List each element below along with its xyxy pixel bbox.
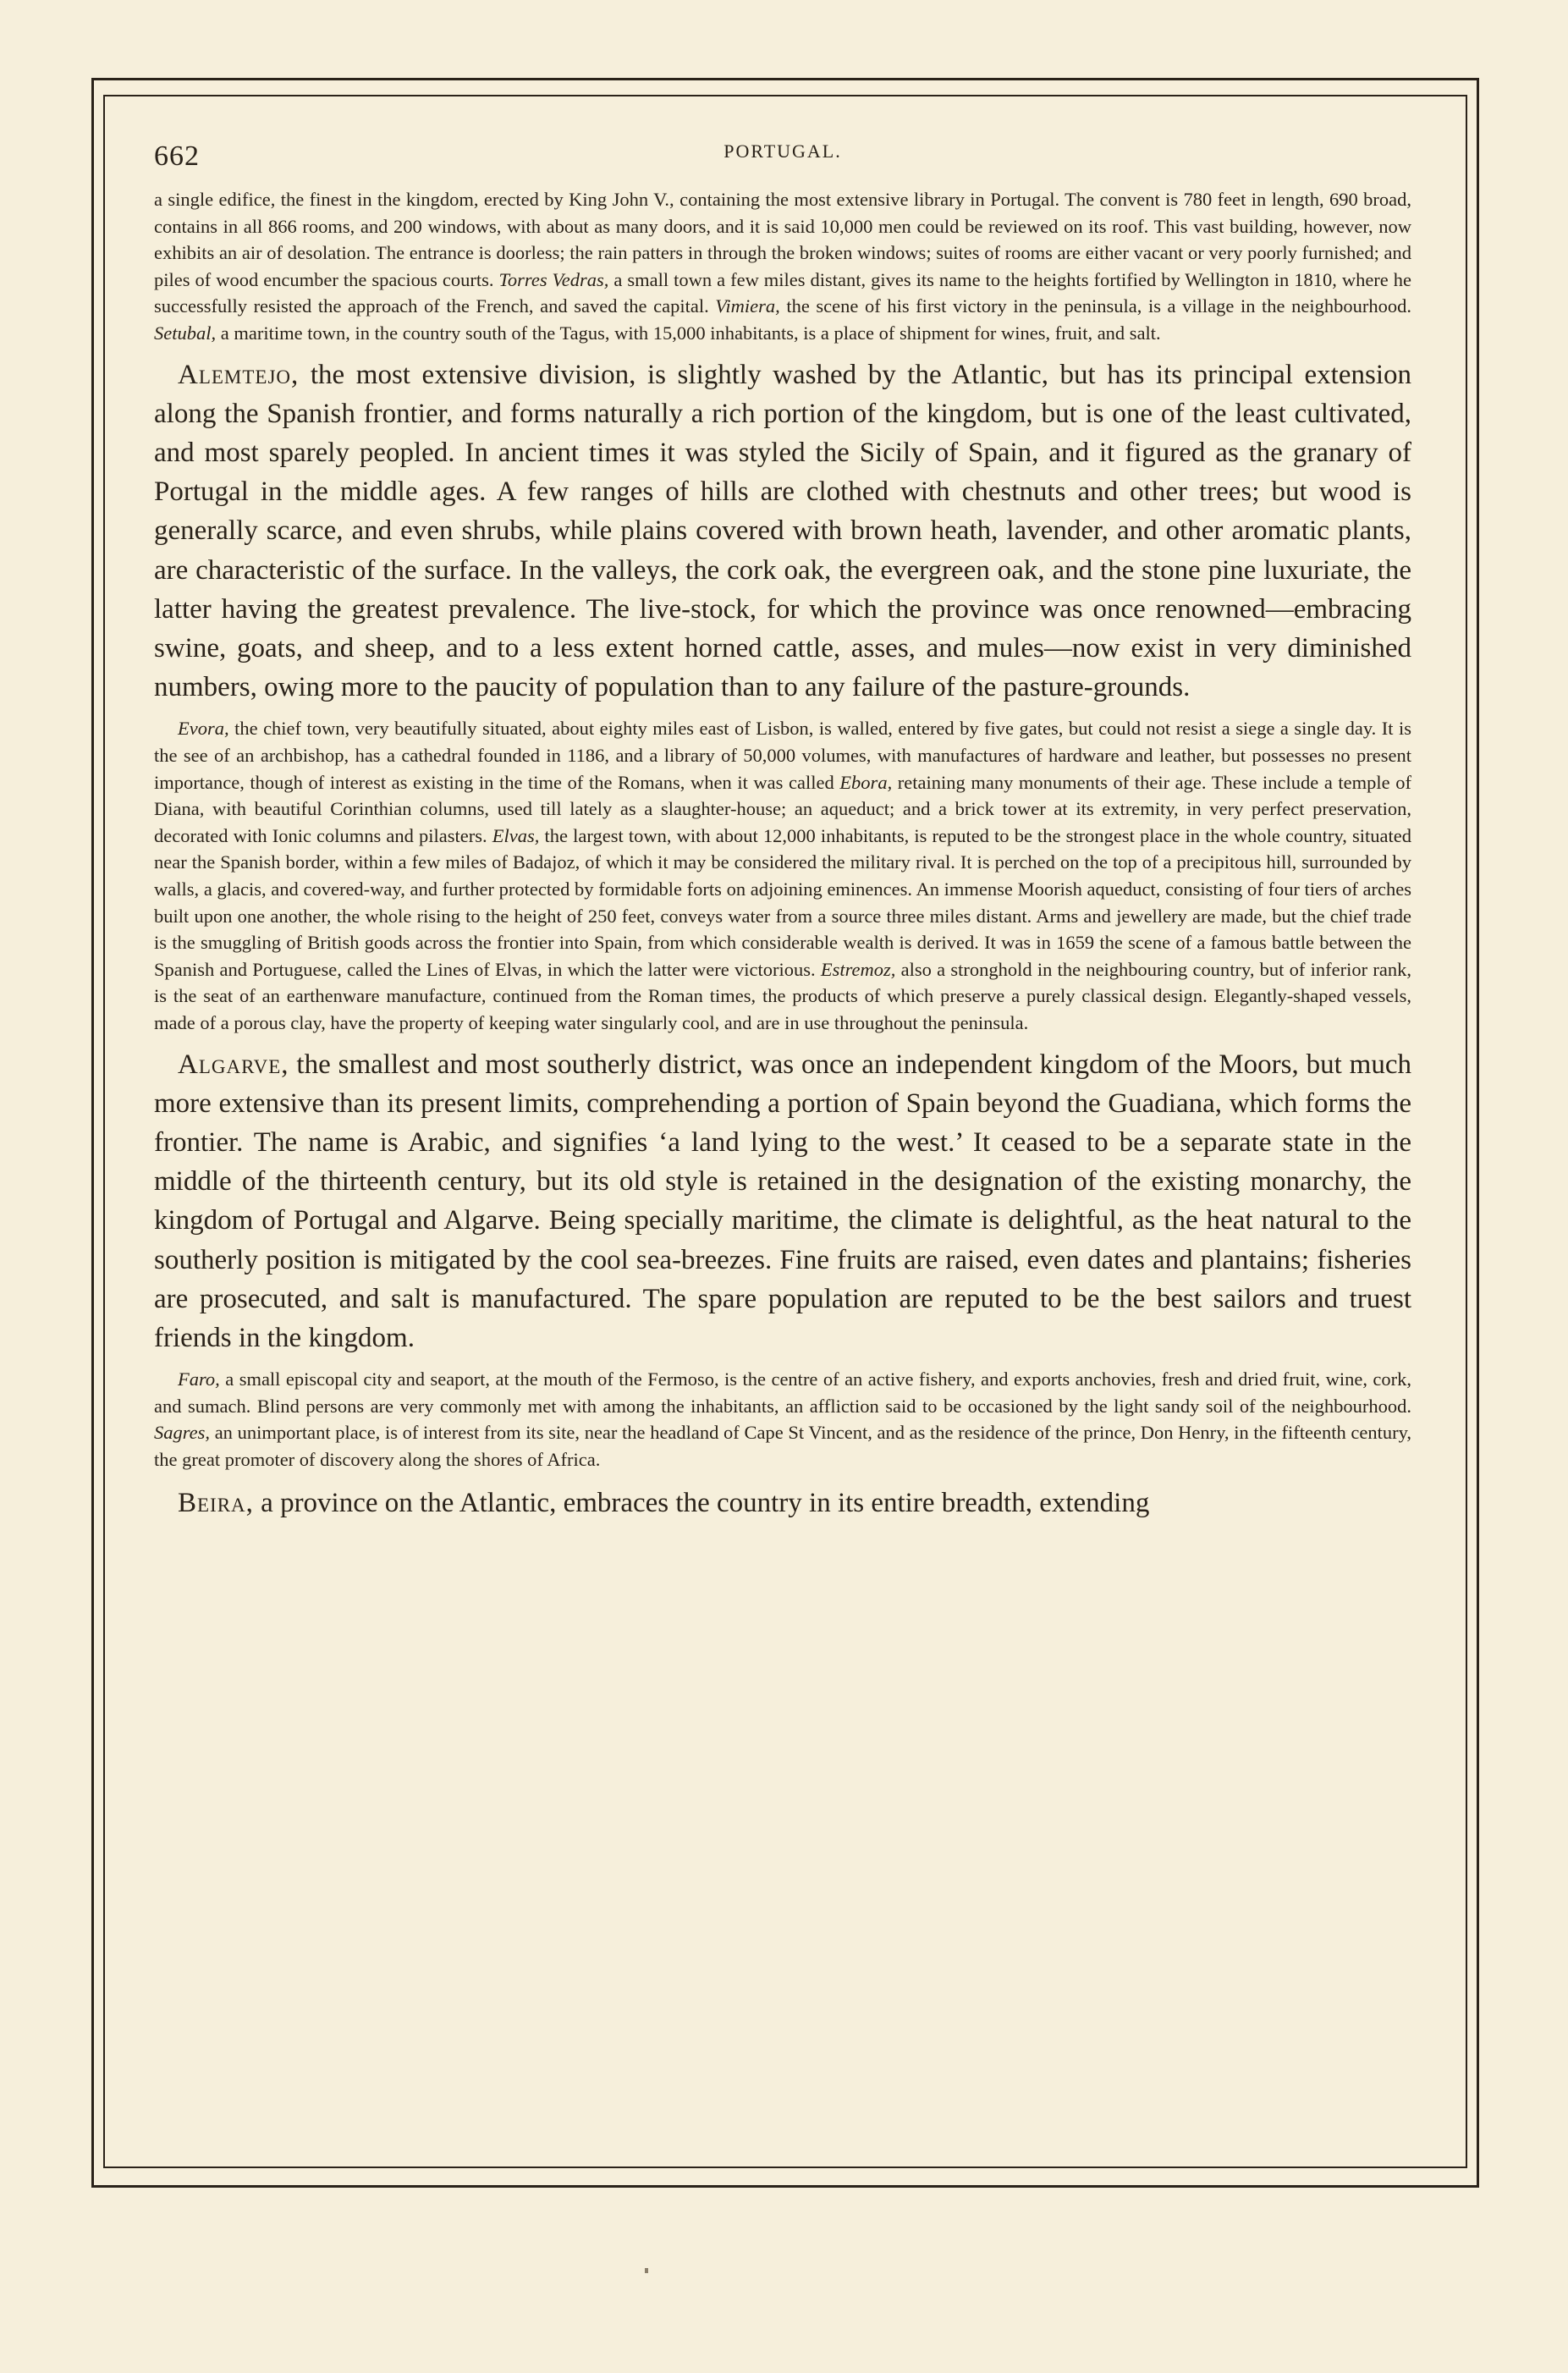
place-name-setubal: Setubal, [154,322,217,344]
place-name-estremoz: Estremoz, [820,958,896,980]
paragraph-text: a small episcopal city and seaport, at the mouth of the Fermoso, is the centre of an active fishery, and exports anchovies, fresh and dried fruit, wine, cork, and sumach. Blind persons are very commonly met with among the inhabitants, an affliction said to be occasioned by the light sandy soil of the neighbourhood. [154,1368,1411,1417]
paragraph-text: also a stronghold in the neighbouring country, but of inferior rank, is the seat of an earthenware manufacture, continued from the Roman times, the products of which preserve a purely classical design. Elegantly-shaped vessels, made of a porous clay, have the property of keeping water singularly cool, and are in use throughout the peninsula. [154,958,1411,1033]
page-number: 662 [154,140,200,172]
place-name-evora: Evora, [178,718,229,740]
section-heading-alemtejo: Alemtejo, [178,359,300,390]
paragraph-text: an unimportant place, is of interest from its site, near the headland of Cape St Vincent, and as the residence of the prince, Don Henry, in the fifteenth century, the great promoter of discovery along the shores of Africa. [154,1422,1411,1470]
print-speck [645,2268,648,2273]
paragraph-algarve [154,1045,1411,1358]
place-name-ebora: Ebora, [839,771,893,793]
paragraph-alemtejo [154,355,1411,707]
paragraph-text: the smallest and most southerly district, was once an independent kingdom of the Moors, but much more extensive than its present limits, comprehending a portion of Spain beyond the Guadiana, which forms the frontier. The name is Arabic, and signifies ‘a land lying to the west.’ It ceased to be a separate state in the middle of the thirteenth century, but its old style is retained in the designation of the existing monarchy, the kingdom of Portugal and Algarve. Being specially maritime, the climate is delightful, as the heat natural to the southerly position is mitigated by the cool sea-breezes. Fine fruits are raised, even dates and plantains; fisheries are prosecuted, and salt is manufactured. The spare population are reputed to be the best sailors and truest friends in the kingdom. [154,1049,1411,1353]
paragraph-mafra-continuation [154,186,1411,347]
paragraph-text: retaining many monuments of their age. These include a temple of Diana, with beautiful Corinthian columns, used till lately as a slaughter-house; an aqueduct; and a brick tower at its extremity, in very perfect preservation, decorated with Ionic columns and pilasters. [154,771,1411,846]
paragraph-text: a province on the Atlantic, embraces the country in its entire breadth, extending [253,1487,1150,1518]
paragraph-text: the chief town, very beautifully situated, about eighty miles east of Lisbon, is walled, entered by five gates, but could not resist a siege a single day. It is the see of an archbishop, has a cathedral founded in 1186, and a library of 50,000 volumes, with manufactures of hardware and leather, but possesses no present importance, though of interest as existing in the time of the Romans, when it was called [154,718,1411,793]
paragraph-text: a single edifice, the finest in the kingdom, erected by King John V., containing the most extensive library in Portugal. The convent is 780 feet in length, 690 broad, contains in all 866 rooms, and 200 windows, with about as many doors, and it is said 10,000 men could be reviewed on its roof. This vast building, however, now exhibits an air of desolation. The entrance is doorless; the rain patters in through the broken windows; suites of rooms are either vacant or very poorly furnished; and piles of wood encumber the spacious courts. [154,189,1411,290]
paragraph-text: a small town a few miles distant, gives its name to the heights fortified by Wellington in 1810, where he successfully resisted the approach of the French, and saved the capital. [154,268,1412,317]
place-name-sagres: Sagres, [154,1422,211,1444]
paragraph-text: the most extensive division, is slightly washed by the Atlantic, but has its principal extension along the Spanish frontier, and forms naturally a rich portion of the kingdom, but is one of the least cultivated, and most sparely peopled. In ancient times it was styled the Sicily of Spain, and it figured as the granary of Portugal in the middle ages. A few ranges of hills are clothed with chestnuts and other trees; but wood is generally scarce, and even shrubs, while plains covered with brown heath, lavender, and other aromatic plants, are characteristic of the surface. In the valleys, the cork oak, the evergreen oak, and the stone pine luxuriate, the latter having the greatest prevalence. The live-stock, for which the province was once renowned—embracing swine, goats, and sheep, and to a less extent horned cattle, asses, and mules—now exist in very diminished numbers, owing more to the paucity of population than to any failure of the pasture-grounds. [154,359,1411,703]
place-name-vimiera: Vimiera, [715,295,780,317]
place-name-faro: Faro, [178,1368,220,1390]
paragraph-text: the largest town, with about 12,000 inhabitants, is reputed to be the strongest place in the whole country, situated near the Spanish border, within a few miles of Badajoz, of which it may be considered the military rival. It is perched on the top of a precipitous hill, surrounded by walls, a glacis, and covered-way, and further protected by formidable forts on adjoining eminences. An immense Moorish aqueduct, consisting of four tiers of arches built upon one another, the whole rising to the height of 250 feet, conveys water from a source three miles distant. Arms and jewellery are made, but the chief trade is the smuggling of British goods across the frontier into Spain, from which considerable wealth is derived. It was in 1659 the scene of a famous battle between the Spanish and Portuguese, called the Lines of Elvas, in which the latter were victorious. [154,824,1411,980]
paragraph-text: the scene of his first victory in the peninsula, is a village in the neighbourhood. [779,295,1411,317]
place-name-elvas: Elvas, [492,824,540,846]
page-header [154,140,1411,186]
book-page [154,140,1411,1522]
place-name-torres-vedras: Torres Vedras, [498,268,609,290]
paragraph-beira [154,1484,1411,1522]
paragraph-text: a maritime town, in the country south of the Tagus, with 15,000 inhabitants, is a place of shipment for wines, fruit, and salt. [216,322,1161,344]
paragraph-faro [154,1366,1411,1473]
paragraph-evora [154,715,1411,1036]
running-title: PORTUGAL. [723,140,842,162]
section-heading-algarve: Algarve, [178,1049,289,1080]
section-heading-beira: Beira, [178,1487,254,1518]
